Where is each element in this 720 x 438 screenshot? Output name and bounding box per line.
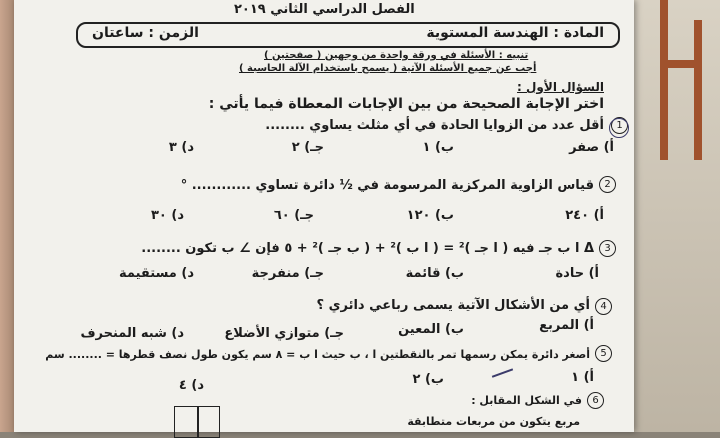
option: د) ٤ [178, 378, 204, 393]
background-furniture [630, 0, 720, 432]
option: جـ) متوازي الأضلاع [224, 326, 344, 341]
question-number: 6 [587, 392, 604, 409]
option: د) شبه المنحرف [80, 326, 184, 341]
pen-circle-mark [609, 118, 629, 138]
option: جـ) منفرجة [251, 266, 324, 281]
option: ب) ١٢٠ [406, 208, 454, 223]
question-number: 2 [599, 176, 616, 193]
option: د) ٣ [168, 140, 194, 155]
option: ب) ٢ [412, 372, 444, 387]
question-text: أصغر دائرة يمكن رسمها تمر بالنقطتين ا ، ب حيث ا ب = ٨ سم يكون طول نصف قطرها = ........ سم [45, 348, 590, 361]
square-figure [174, 406, 220, 438]
chair-leg [660, 0, 668, 160]
option: أ) حادة [555, 266, 599, 281]
option: د) ٣٠ [150, 208, 184, 223]
question-text: أقل عدد من الزوايا الحادة في أي مثلث يساوي ........ [265, 118, 604, 133]
question-number: 3 [599, 240, 616, 257]
question-text: أي من الأشكال الآتية يسمى رباعي دائري ؟ [316, 298, 590, 313]
note-line-1: تنبيه : الأسئلة في ورقة واحدة من وجهين ( صفحتين ) [264, 50, 529, 61]
question-text: Δ ا ب جـ فيه ( ا جـ )² = ( ا ب )² + ( ب جـ )² + ٥ فإن ∠ ب تكون ........ [141, 241, 594, 256]
chair-leg [694, 20, 702, 160]
subject-label: المادة : الهندسة المستوية [426, 25, 604, 41]
hand-edge [0, 0, 14, 432]
option: جـ) ٢ [291, 140, 324, 155]
option: جـ) ٦٠ [273, 208, 314, 223]
option: د) مستقيمة [119, 266, 194, 281]
option: ب) قائمة [405, 266, 464, 281]
option: أ) ١ [571, 370, 594, 385]
question-number: 4 [595, 298, 612, 315]
question-number: 1 [611, 117, 628, 134]
section-title: السؤال الأول : [517, 80, 604, 94]
question-subtext: مربع يتكون من مربعات متطابقة [407, 415, 580, 428]
option: أ) ٢٤٠ [565, 208, 604, 223]
chair-rail [660, 60, 702, 68]
exam-paper [14, 0, 634, 432]
question-number: 5 [595, 345, 612, 362]
option: ب) ١ [422, 140, 454, 155]
question-text: في الشكل المقابل : [471, 394, 582, 407]
time-label: الزمن : ساعتان [92, 25, 199, 41]
option: أ) صفر [569, 140, 614, 155]
note-line-2: أجب عن جميع الأسئلة الآتية ( يسمح باستخدام الآلة الحاسبة ) [239, 63, 537, 74]
option: ب) المعين [398, 322, 464, 337]
pen-tick-mark [492, 368, 514, 380]
question-text: قياس الزاوية المركزية المرسومة في ½ دائرة تساوي ............ ° [180, 178, 594, 193]
semester-title: الفصل الدراسي الثاني ٢٠١٩ [234, 2, 415, 17]
section-instruction: اختر الإجابة الصحيحة من بين الإجابات المعطاة فيما يأتي : [208, 96, 604, 112]
option: أ) المربع [539, 318, 594, 333]
